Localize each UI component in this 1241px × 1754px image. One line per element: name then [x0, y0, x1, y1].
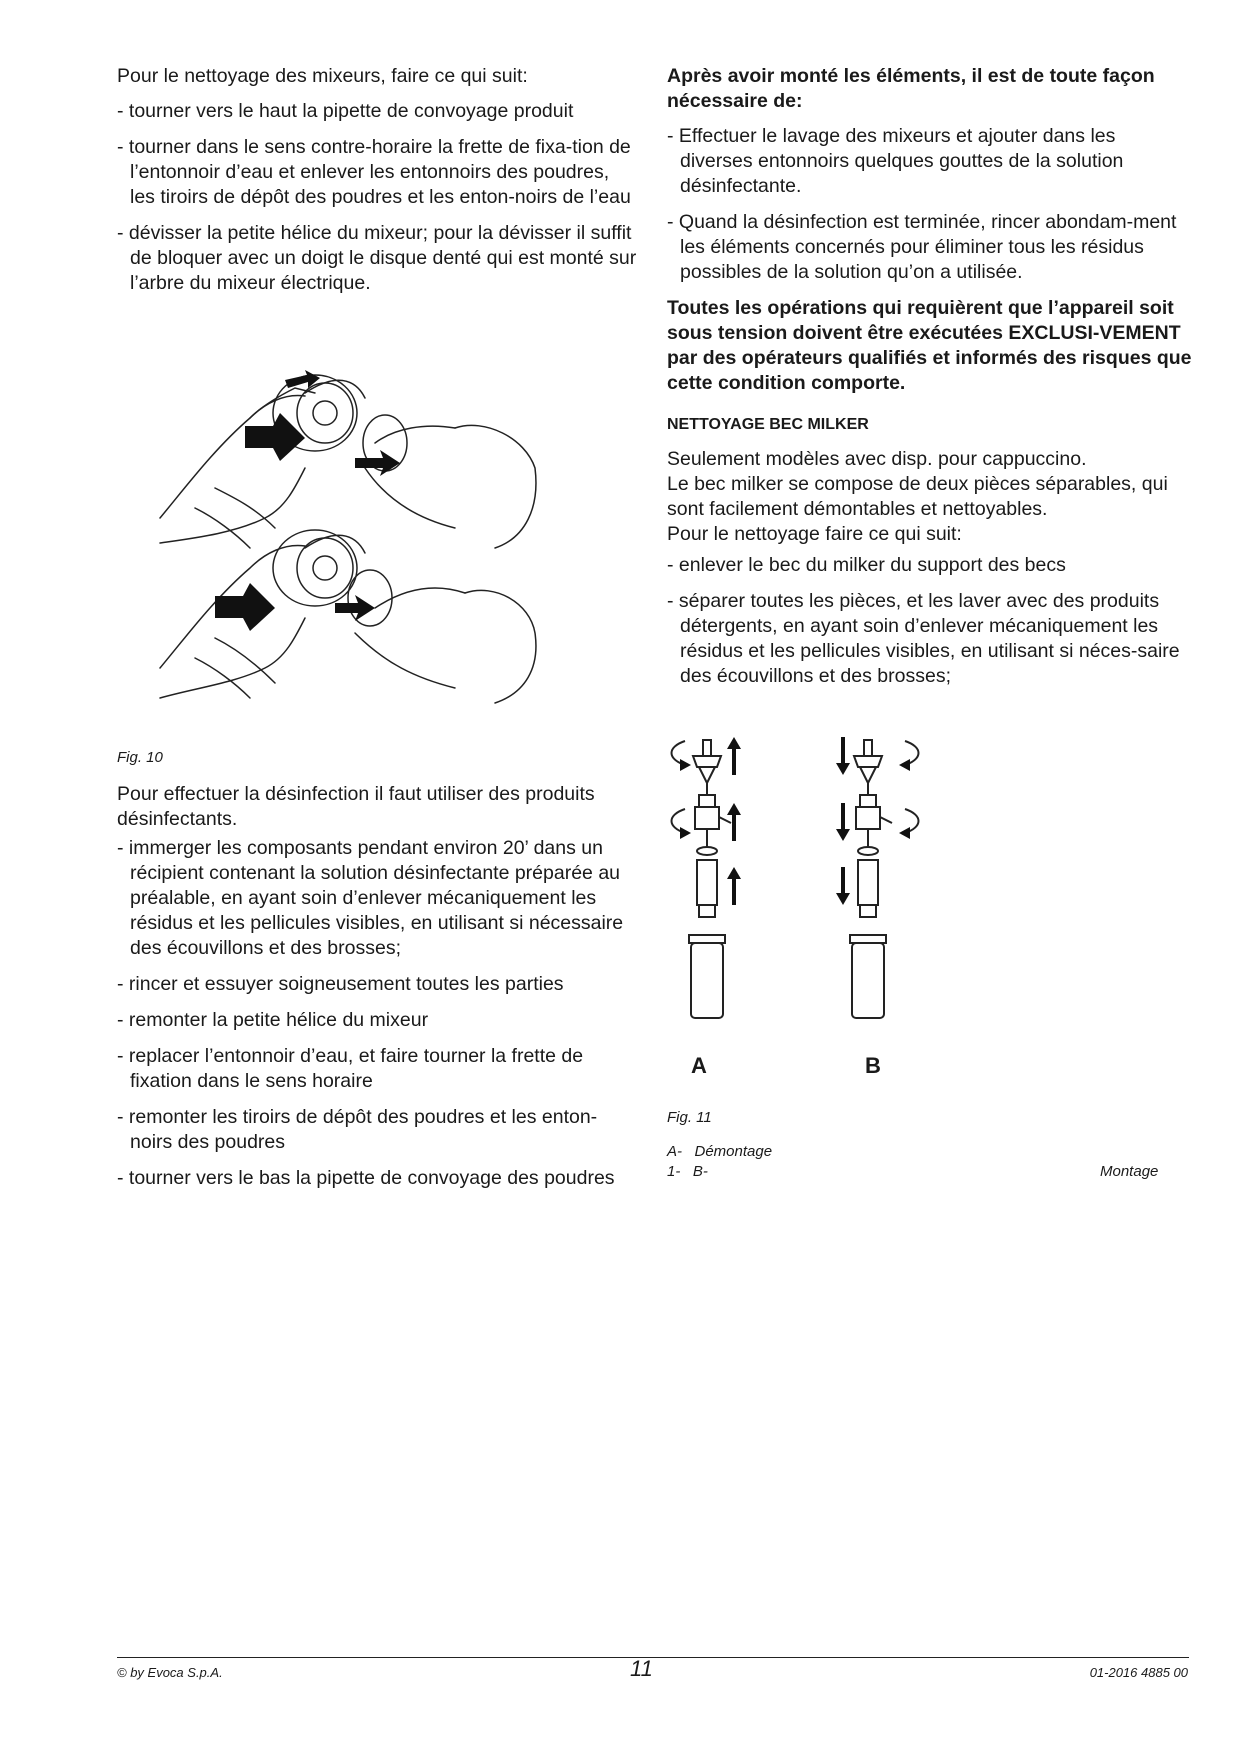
figure-caption: Fig. 10 [117, 749, 163, 766]
fig11-label-b: B [865, 1053, 881, 1078]
list-item: - enlever le bec du milker du support des becs [667, 554, 1066, 576]
list-item: - remonter les tiroirs de dépôt des poudres et les enton-noirs des poudres [117, 1106, 598, 1153]
milker-parts-diagram [665, 735, 940, 1080]
legend-montage: Montage [1100, 1163, 1159, 1180]
list-item: - Effectuer le lavage des mixeurs et ajouter dans les diverses entonnoirs quelques gouttes de la solution désinfectante. [667, 125, 1124, 197]
list-item: - tourner dans le sens contre-horaire la frette de fixa-tion de l’entonnoir d’eau et enlever les entonnoirs des poudres, les tiroirs de dépôt des poudres et les enton-noirs de l’eau [117, 136, 631, 208]
milker-line: Le bec milker se compose de deux pièces séparables, qui sont facilement démontables et nettoyables. [667, 473, 1168, 520]
footer-doc-code: 01-2016 4885 00 [1089, 1665, 1188, 1680]
assembly-note: Après avoir monté les éléments, il est de toute façon nécessaire de: [667, 65, 1155, 112]
hands-mixer-illustration [155, 368, 540, 730]
section-title: NETTOYAGE BEC MILKER [667, 416, 869, 433]
left-column-bottom [117, 748, 637, 1202]
list-item: - rincer et essuyer soigneusement toutes les parties [117, 973, 564, 995]
right-column [667, 64, 1192, 700]
legend-1b: 1- B- [667, 1163, 708, 1180]
fig11-label-a: A [691, 1053, 707, 1078]
list-item: - replacer l’entonnoir d’eau, et faire tourner la frette de fixation dans le sens horaire [117, 1045, 584, 1092]
list-item: - tourner vers le haut la pipette de convoyage produit [117, 100, 574, 122]
list-item: - séparer toutes les pièces, et les laver avec des produits détergents, en ayant soin d’enlever mécaniquement les résidus et les pellicules visibles, en utilisant si néces-saire des écouvillons et des brosses; [667, 590, 1180, 687]
left-column-top [117, 64, 637, 307]
milker-line: Seulement modèles avec disp. pour cappuccino. [667, 448, 1087, 470]
list-item: - immerger les composants pendant environ 20’ dans un récipient contenant la solution désinfectante préparée au préalable, en ayant soin d’enlever mécaniquement les résidus et les pellicules visibles, en utilisant si nécessaire des écouvillons et des brosses; [117, 837, 624, 959]
footer-copyright: © by Evoca S.p.A. [117, 1665, 223, 1680]
disinfection-intro: Pour effectuer la désinfection il faut utiliser des produits désinfectants. [117, 783, 595, 830]
figure-caption: Fig. 11 [667, 1109, 712, 1126]
legend-a: A- Démontage [667, 1143, 773, 1160]
safety-warning: Toutes les opérations qui requièrent que l’appareil soit sous tension doivent être exécutées EXCLUSI-VEMENT par des opérateurs qualifiés et informés des risques que cette condition comporte. [667, 297, 1192, 394]
page-number: 11 [630, 1656, 653, 1681]
list-item: - Quand la désinfection est terminée, rincer abondam-ment les éléments concernés pour éliminer tous les résidus possibles de la solution qu’on a utilisée. [667, 211, 1177, 283]
list-item: - remonter la petite hélice du mixeur [117, 1009, 429, 1031]
list-item: - dévisser la petite hélice du mixeur; pour la dévisser il suffit de bloquer avec un doigt le disque denté qui est monté sur l’arbre du mixeur électrique. [117, 222, 637, 294]
mixer-cleaning-intro: Pour le nettoyage des mixeurs, faire ce qui suit: [117, 65, 528, 87]
list-item: - tourner vers le bas la pipette de convoyage des poudres [117, 1167, 615, 1189]
milker-line: Pour le nettoyage faire ce qui suit: [667, 523, 962, 545]
footer-divider [117, 1657, 1189, 1658]
